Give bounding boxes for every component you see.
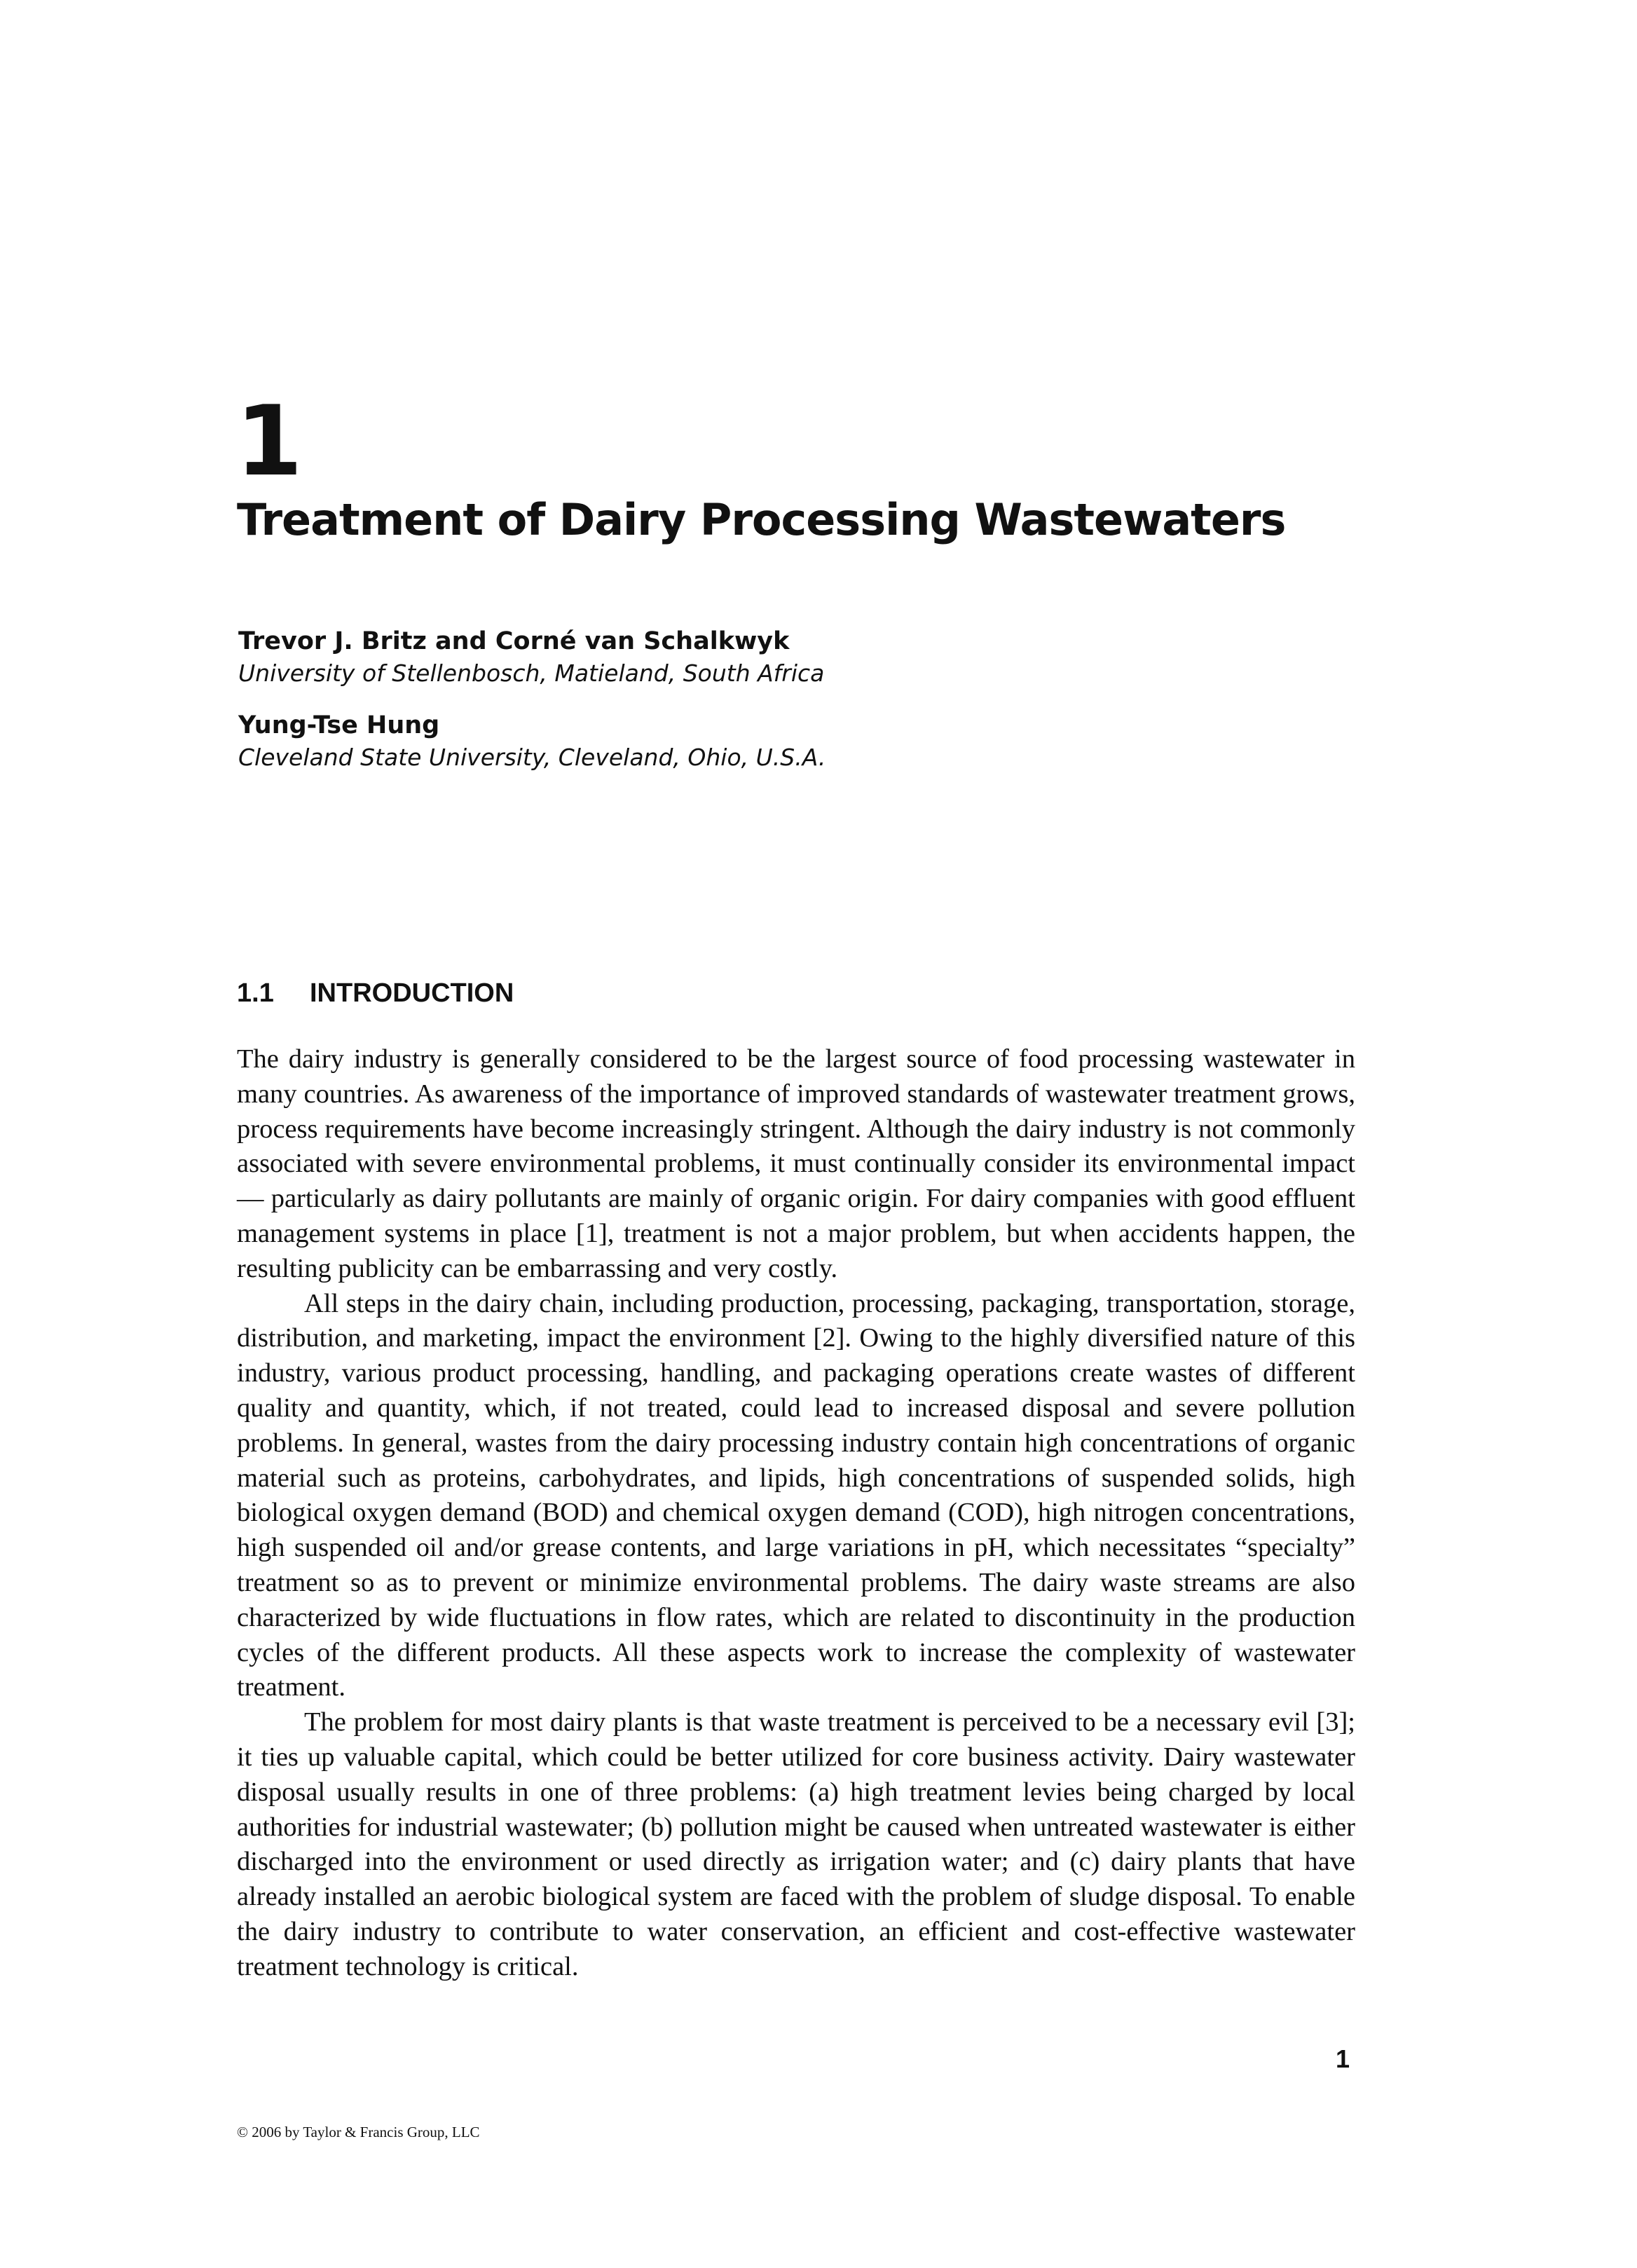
author-affiliation-1: University of Stellenbosch, Matieland, South Africa [238, 660, 825, 687]
chapter-number: 1 [235, 385, 301, 498]
chapter-title: Treatment of Dairy Processing Wastewaters [237, 494, 1286, 545]
paragraph-1: The dairy industry is generally considered to be the largest source of food processing wastewater in many countries. As awareness of the importance of improved standards of wastewater treatment grows, process requirements have become increasingly stringent. Although the dairy industry is not commonly associated with severe environmental problems, it must continually consider its environmental impact — particularly as dairy pollutants are mainly of organic origin. For dairy companies with good effluent management systems in place [1], treatment is not a major problem, but when accidents happen, the resulting publicity can be embarrassing and very costly. [237, 1044, 1355, 1283]
section-heading [237, 976, 514, 1011]
section-title: INTRODUCTION [310, 978, 514, 1008]
body-text [237, 1042, 1355, 1985]
paragraph-2: All steps in the dairy chain, including production, processing, packaging, transportation, storage, distribution, and marketing, impact the environment [2]. Owing to the highly diversified nature of this industry, various product processing, handling, and packaging operations create wastes of different quality and quantity, which, if not treated, could lead to increased disposal and severe pollution problems. In general, wastes from the dairy processing industry contain high concentrations of organic material such as proteins, carbohydrates, and lipids, high concentrations of suspended solids, high biological oxygen demand (BOD) and chemical oxygen demand (COD), high nitrogen concentrations, high suspended oil and/or grease contents, and large variations in pH, which necessitates “specialty” treatment so as to prevent or minimize environmental problems. The dairy waste streams are also characterized by wide fluctuations in flow rates, which are related to discontinuity in the production cycles of the different products. All these aspects work to increase the complexity of wastewater treatment. [237, 1288, 1355, 1702]
author-names-2: Yung-Tse Hung [238, 711, 440, 739]
author-names-1: Trevor J. Britz and Corné van Schalkwyk [238, 627, 790, 655]
section-number: 1.1 [237, 978, 274, 1008]
author-affiliation-2: Cleveland State University, Cleveland, Ohio, U.S.A. [238, 744, 826, 771]
page-number: 1 [1336, 2044, 1350, 2073]
paragraph-3: The problem for most dairy plants is that waste treatment is perceived to be a necessary evil [3]; it ties up valuable capital, which could be better utilized for core business activity. Dairy wastewater disposal usually results in one of three problems: (a) high treatment levies being charged by local authorities for industrial wastewater; (b) pollution might be caused when untreated wastewater is either discharged into the environment or used directly as irrigation water; and (c) dairy plants that have already installed an aerobic biological system are faced with the problem of sludge disposal. To enable the dairy industry to contribute to water conservation, an efficient and cost-effective wastewater treatment technology is critical. [237, 1707, 1355, 1981]
copyright-notice: © 2006 by Taylor & Francis Group, LLC [237, 2124, 480, 2140]
